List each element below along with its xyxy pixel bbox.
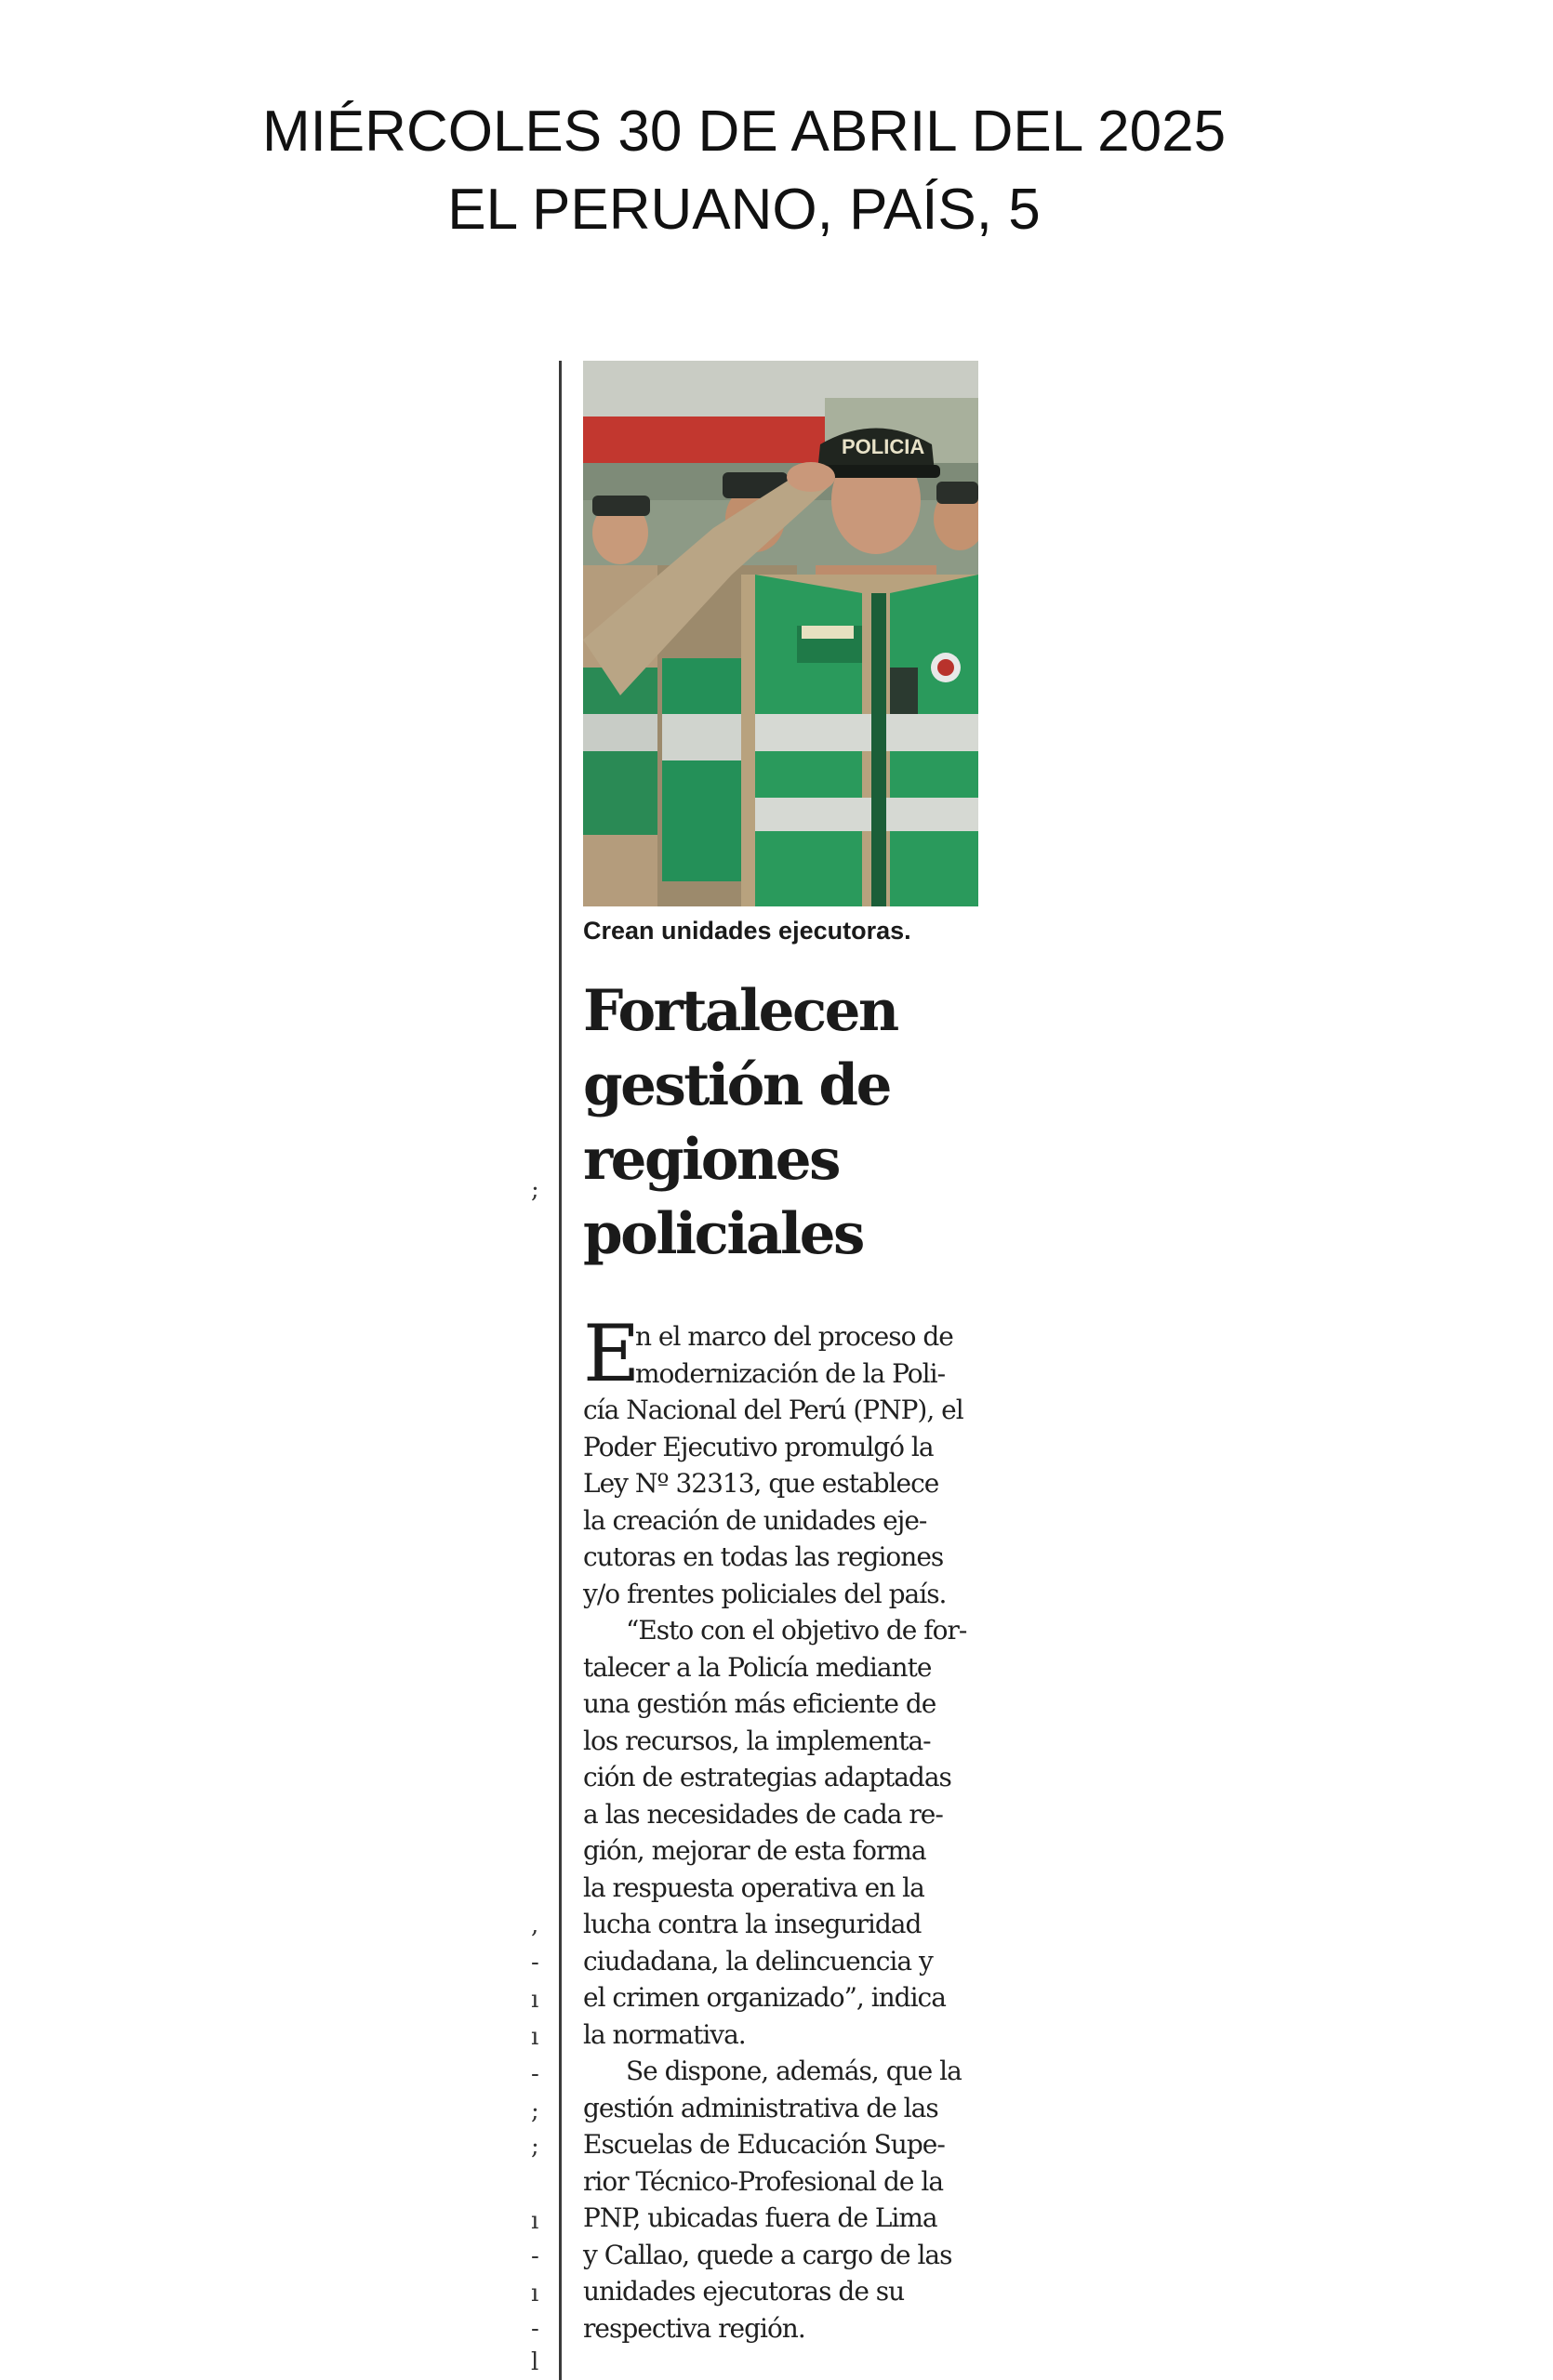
fragment: ı [531,1986,539,2014]
text-line: el crimen organizado”, indica [583,1982,946,2013]
text-line: la respuesta operativa en la [583,1871,924,1903]
text-line: unidades ejecutoras de su [583,2276,905,2307]
text-line: y Callao, quede a cargo de las [583,2239,952,2270]
text-line: talecer a la Policía mediante [583,1651,932,1683]
text-line: respectiva región. [583,2312,805,2344]
headline-line: gestión de [583,1052,890,1118]
text-line: Ley Nº 32313, que establece [583,1468,939,1499]
text-line: rior Técnico-Profesional de la [583,2165,944,2197]
fragment: - [531,1949,539,1977]
text-line: cutoras en todas las regiones [583,1541,944,1572]
paragraph-1 [583,1308,981,1612]
text-line: a las necesidades de cada re- [583,1798,943,1830]
column-divider [559,361,562,2380]
article-photo [583,361,978,906]
date-line: MIÉRCOLES 30 DE ABRIL DEL 2025 [261,99,1227,164]
fragment: ı [531,2023,539,2051]
source-line: EL PERUANO, PAÍS, 5 [447,178,1041,242]
headline-line: regiones [583,1127,839,1193]
text-line: cía Nacional del Perú (PNP), el [583,1395,963,1425]
paragraph-3 [583,2053,981,2347]
fragment: ; [531,1176,539,1204]
text-line: la normativa. [583,2018,746,2050]
text-line: modernización de la Poli- [635,1357,946,1389]
text-line: los recursos, la implementa- [583,1725,931,1756]
text-line: ción de estrategias adaptadas [583,1762,951,1792]
fragment: l [531,2348,539,2376]
fragment: ı [531,2280,539,2307]
paragraph-2 [583,1612,981,2053]
svg-text:POLICIA: POLICIA [842,435,925,458]
text-line: gestión administrativa de las [583,2092,938,2123]
text-line: la creación de unidades eje- [583,1504,927,1536]
text-line: gión, mejorar de esta forma [583,1835,926,1866]
text-line: Poder Ejecutivo promulgó la [583,1431,934,1462]
headline-line: Fortalecen [583,978,897,1044]
fragment: , [531,1911,539,1939]
text-line: “Esto con el objetivo de for- [626,1615,967,1646]
article-body [583,1308,981,2347]
text-line: n el marco del proceso de [635,1321,953,1352]
fragment: - [531,2315,539,2343]
drop-cap: E [583,1308,640,1399]
text-line: y/o frentes policiales del país. [583,1578,947,1609]
fragment: ; [531,2133,539,2161]
text-line: una gestión más eficiente de [583,1688,936,1719]
adjacent-column-fragments [525,0,553,2380]
headline-line: policiales [583,1201,863,1267]
text-line: lucha contra la inseguridad [583,1909,922,1939]
fragment: - [531,2060,539,2088]
text-line: PNP, ubicadas fuera de Lima [583,2202,937,2233]
text-line: Se dispone, además, que la [626,2056,962,2086]
text-line: ciudadana, la delincuencia y [583,1945,933,1977]
photo-caption: Crean unidades ejecutoras. [583,917,911,945]
fragment: ; [531,2097,539,2125]
clipping-header [0,93,1488,249]
article-headline [583,974,992,1272]
fragment: - [531,2242,539,2270]
text-line: Escuelas de Educación Supe- [583,2129,945,2160]
fragment: ı [531,2207,539,2235]
